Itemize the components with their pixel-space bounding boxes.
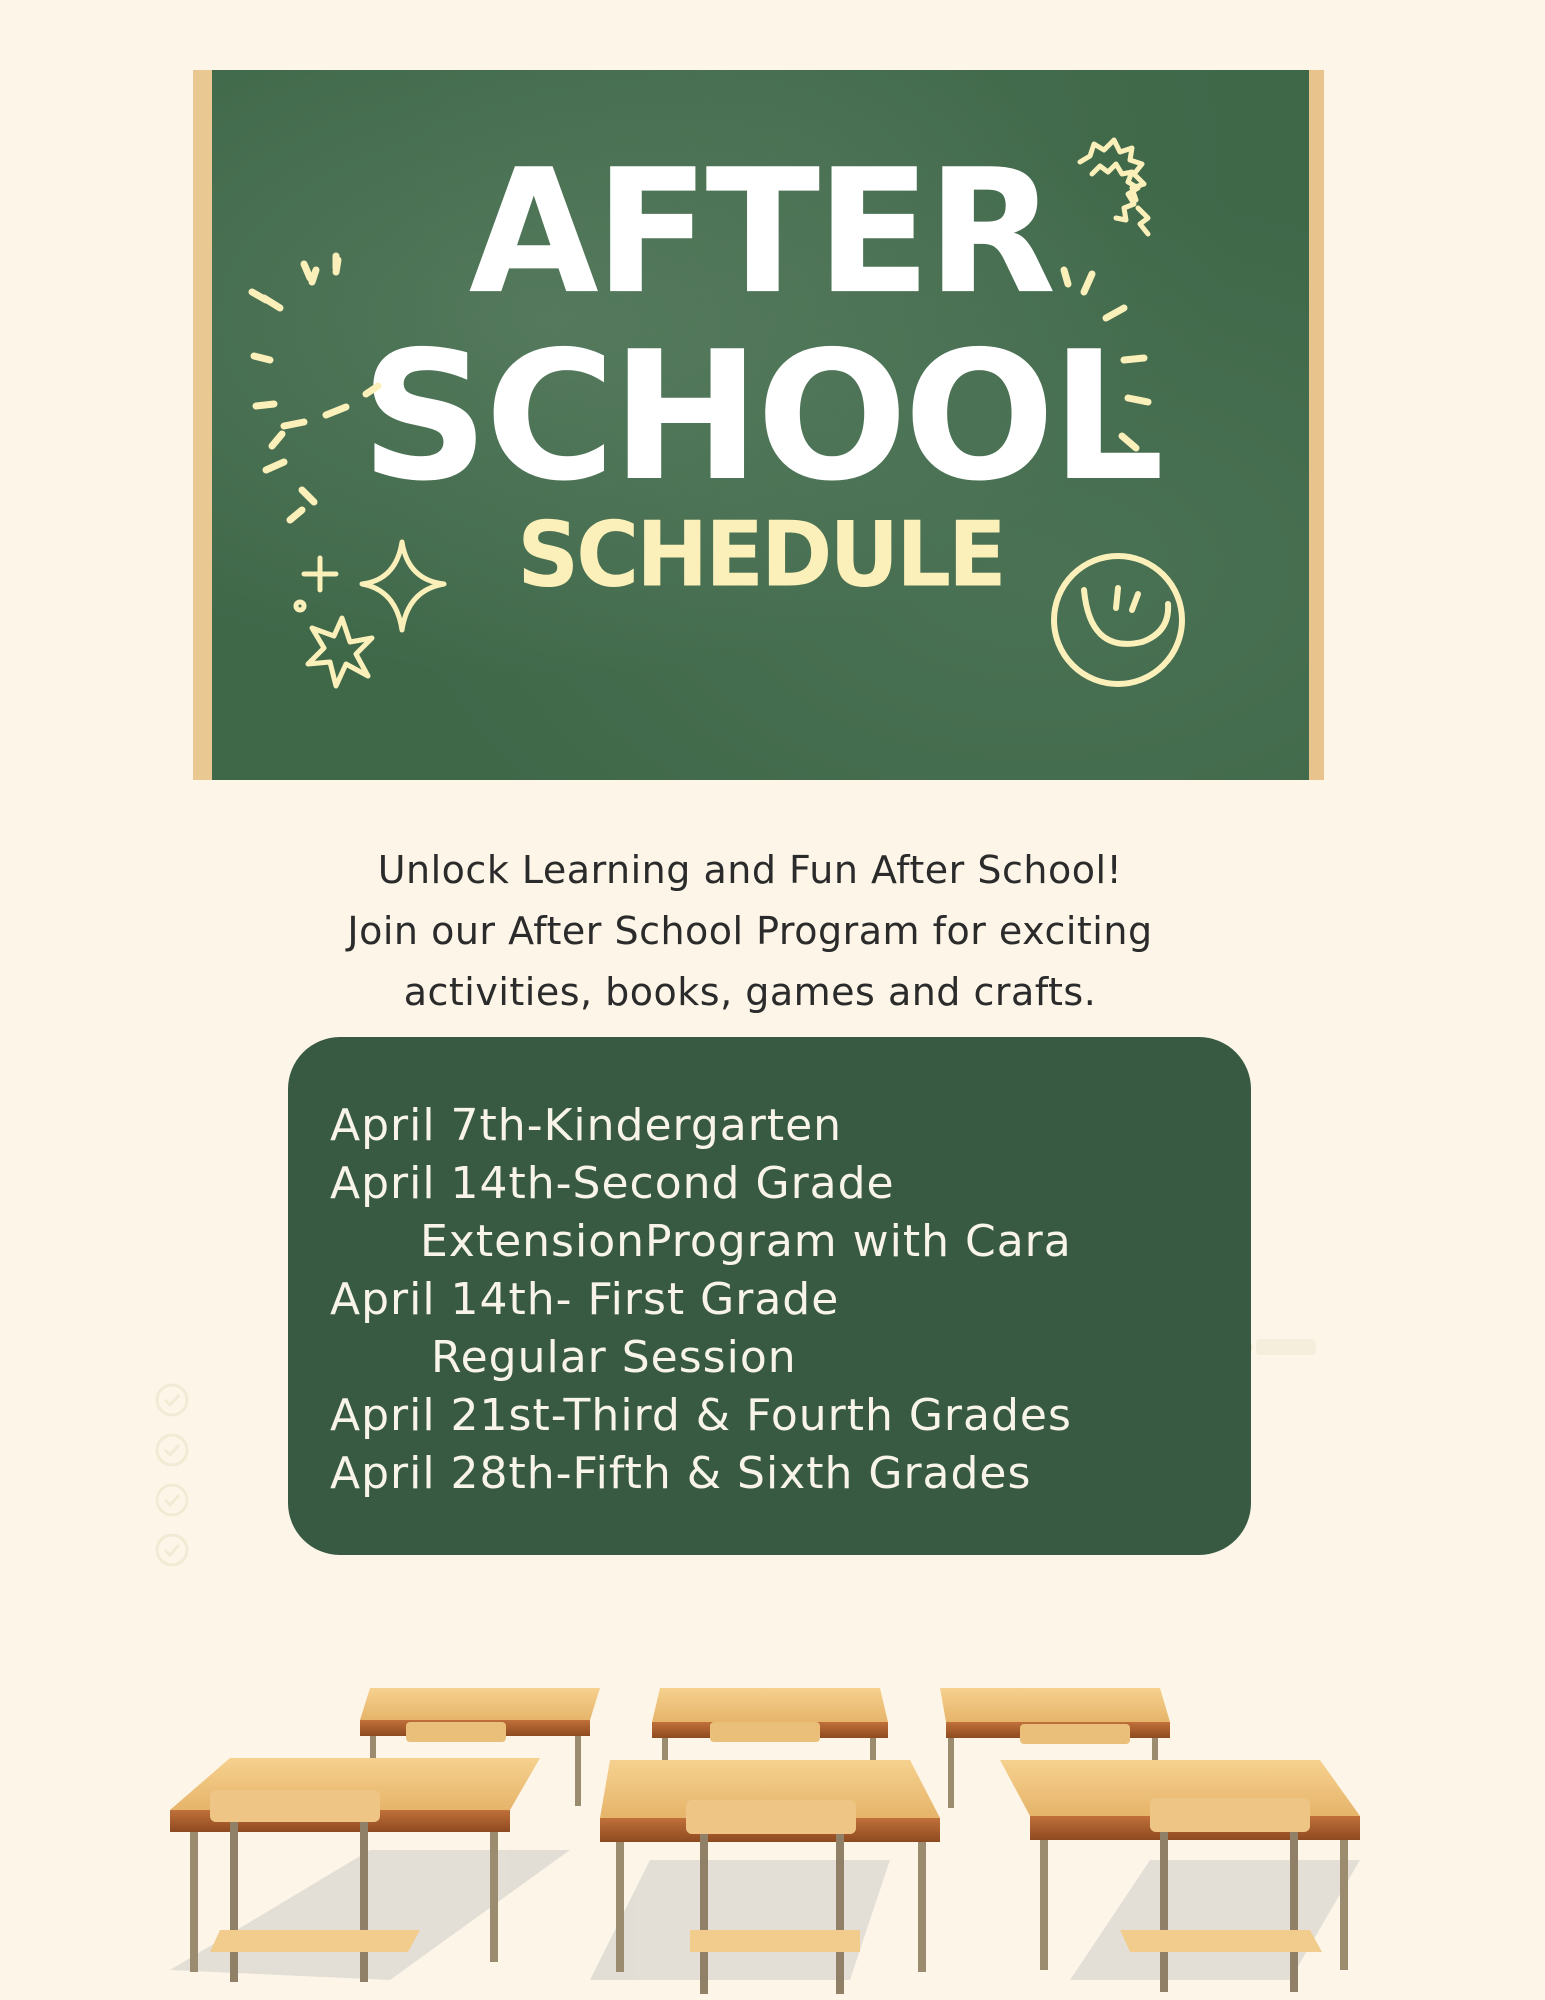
title-after: AFTER — [468, 132, 1053, 332]
burst-lines-icon-right — [1064, 270, 1148, 448]
schedule-entry-detail: ExtensionProgram with Cara — [420, 1216, 1072, 1267]
title-schedule: SCHEDULE — [517, 502, 1004, 608]
intro-line: Join our After School Program for exciting — [347, 909, 1153, 953]
intro-line: activities, books, games and crafts. — [403, 970, 1097, 1014]
chalk-doodles — [212, 70, 1309, 780]
intro-line: Unlock Learning and Fun After School! — [377, 848, 1123, 892]
schedule-entry: April 14th-Second Grade — [330, 1158, 895, 1209]
faint-check-icons — [152, 1380, 192, 1580]
schedule-entry: April 7th-Kindergarten — [330, 1100, 843, 1151]
schedule-box — [288, 1037, 1251, 1555]
faint-mark-icon — [1240, 1333, 1320, 1363]
schedule-entry: April 14th- First Grade — [330, 1274, 840, 1325]
schedule-entry-detail: Regular Session — [431, 1332, 797, 1383]
smiley-face-icon — [1054, 556, 1182, 684]
schedule-list — [330, 1097, 1072, 1503]
chalkboard — [212, 70, 1309, 780]
school-desks-illustration — [170, 1670, 1370, 2000]
schedule-entry: April 28th-Fifth & Sixth Grades — [330, 1448, 1032, 1499]
intro-text — [0, 840, 1500, 1023]
sun-squiggle-icon — [1080, 140, 1148, 234]
sparkle-stars-icon — [296, 542, 444, 686]
schedule-entry: April 21st-Third & Fourth Grades — [330, 1390, 1072, 1441]
title-school: SCHOOL — [360, 313, 1161, 520]
